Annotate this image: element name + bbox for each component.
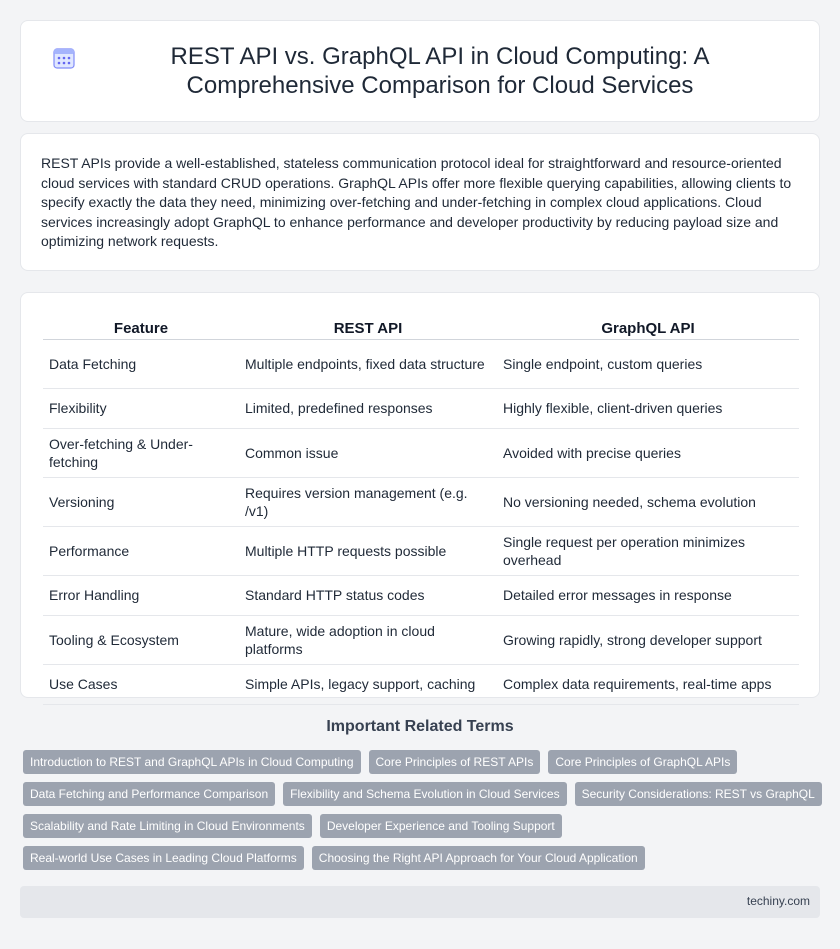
rest-cell: Multiple endpoints, fixed data structure	[239, 339, 497, 388]
graphql-cell: Single request per operation minimizes overhead	[497, 526, 799, 575]
graphql-cell: Detailed error messages in response	[497, 575, 799, 615]
rest-cell: Multiple HTTP requests possible	[239, 526, 497, 575]
rest-cell: Limited, predefined responses	[239, 388, 497, 428]
table-row	[43, 477, 799, 526]
feature-cell: Flexibility	[43, 388, 239, 428]
related-term-tag[interactable]: Developer Experience and Tooling Support	[320, 814, 562, 838]
feature-cell: Use Cases	[43, 664, 239, 704]
related-term-tag[interactable]: Introduction to REST and GraphQL APIs in Cloud Computing	[23, 750, 361, 774]
rest-cell: Simple APIs, legacy support, caching	[239, 664, 497, 704]
title-card	[20, 20, 820, 122]
comparison-table-card	[20, 292, 820, 698]
related-terms-list	[23, 750, 823, 870]
related-term-tag[interactable]: Real-world Use Cases in Leading Cloud Platforms	[23, 846, 304, 870]
column-header-graphql: GraphQL API	[497, 309, 799, 339]
feature-cell: Performance	[43, 526, 239, 575]
graphql-cell: Highly flexible, client-driven queries	[497, 388, 799, 428]
table-row	[43, 615, 799, 664]
rest-cell: Requires version management (e.g. /v1)	[239, 477, 497, 526]
intro-paragraph: REST APIs provide a well-established, stateless communication protocol ideal for straightforward and resource-oriented cloud services with standard CRUD operations. GraphQL APIs offer more flexible querying capabilities, allowing clients to specify exactly the data they need, minimizing over-fetching and under-fetching in complex cloud applications. Cloud services increasingly adopt GraphQL to enhance performance and developer productivity by reducing payload size and optimizing network requests.	[41, 155, 792, 249]
page-title: REST API vs. GraphQL API in Cloud Computing: A Comprehensive Comparison for Cloud Services	[170, 43, 710, 99]
feature-cell: Data Fetching	[43, 339, 239, 388]
graphql-cell: No versioning needed, schema evolution	[497, 477, 799, 526]
related-term-tag[interactable]: Flexibility and Schema Evolution in Cloud Services	[283, 782, 566, 806]
related-term-tag[interactable]: Security Considerations: REST vs GraphQL	[575, 782, 822, 806]
graphql-cell: Complex data requirements, real-time apps	[497, 664, 799, 704]
column-header-rest: REST API	[239, 309, 497, 339]
feature-cell: Error Handling	[43, 575, 239, 615]
rest-cell: Common issue	[239, 428, 497, 477]
column-header-feature: Feature	[43, 309, 239, 339]
graphql-cell: Avoided with precise queries	[497, 428, 799, 477]
table-row	[43, 428, 799, 477]
related-terms-heading: Important Related Terms	[326, 718, 514, 735]
rest-cell: Mature, wide adoption in cloud platforms	[239, 615, 497, 664]
rest-cell: Standard HTTP status codes	[239, 575, 497, 615]
comparison-table	[43, 309, 799, 705]
related-term-tag[interactable]: Scalability and Rate Limiting in Cloud Environments	[23, 814, 312, 838]
table-row	[43, 664, 799, 704]
related-term-tag[interactable]: Core Principles of REST APIs	[369, 750, 541, 774]
table-row	[43, 526, 799, 575]
related-term-tag[interactable]: Data Fetching and Performance Comparison	[23, 782, 275, 806]
footer-site-link[interactable]: techiny.com	[746, 894, 810, 908]
graphql-cell: Growing rapidly, strong developer support	[497, 615, 799, 664]
table-row	[43, 339, 799, 388]
footer	[20, 886, 820, 918]
graphql-cell: Single endpoint, custom queries	[497, 339, 799, 388]
feature-cell: Over-fetching & Under-fetching	[43, 428, 239, 477]
table-row	[43, 388, 799, 428]
related-term-tag[interactable]: Choosing the Right API Approach for Your Cloud Application	[312, 846, 645, 870]
table-row	[43, 575, 799, 615]
related-term-tag[interactable]: Core Principles of GraphQL APIs	[548, 750, 737, 774]
intro-card	[20, 133, 820, 271]
feature-cell: Tooling & Ecosystem	[43, 615, 239, 664]
table-header-row	[43, 309, 799, 339]
feature-cell: Versioning	[43, 477, 239, 526]
